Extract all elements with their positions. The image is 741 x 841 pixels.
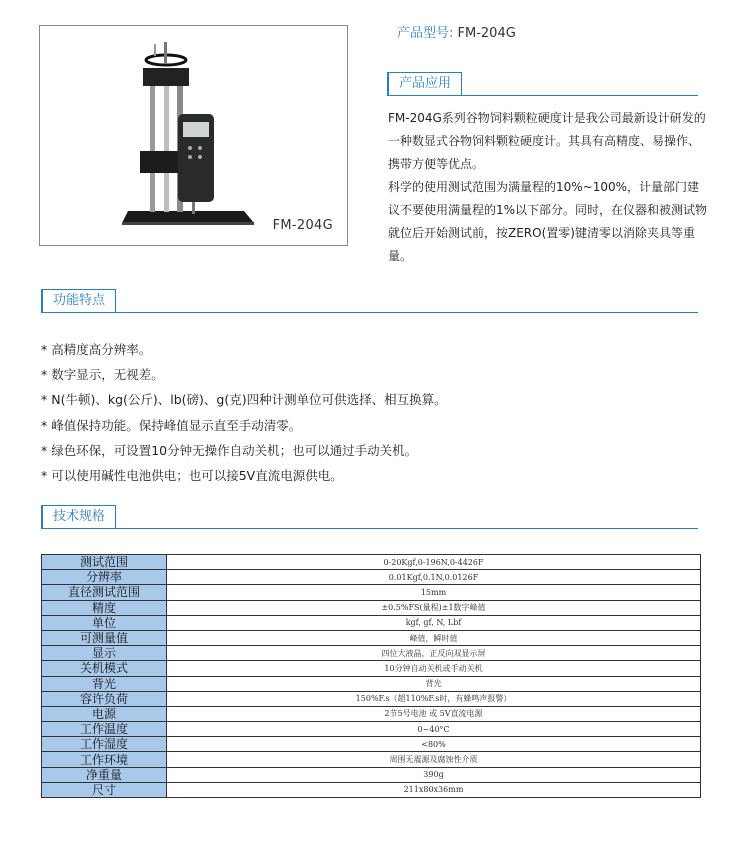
feature-item: * 高精度高分辨率。	[41, 342, 152, 357]
spec-table	[41, 554, 701, 798]
spec-value: 周围无震源及腐蚀性介质	[167, 752, 701, 767]
table-row	[42, 646, 701, 661]
spec-key: 精度	[42, 600, 167, 615]
spec-value: 15mm	[167, 585, 701, 600]
spec-value: 211x80x36mm	[167, 782, 701, 797]
section-title: 功能特点	[41, 289, 116, 312]
spec-value: 峰值，瞬时值	[167, 630, 701, 645]
table-row	[42, 600, 701, 615]
section-header-specs	[41, 505, 698, 529]
description-paragraph: 科学的使用测试范围为满量程的10%~100%，计量部门建议不要使用满量程的1%以下部分。同时，在仪器和被测试物就位后开始测试前，按ZERO(置零)键清零以消除夹具等重量。	[388, 180, 708, 263]
table-row	[42, 767, 701, 782]
section-header-features	[41, 289, 698, 313]
table-row	[42, 676, 701, 691]
hardness-tester-illustration	[40, 26, 347, 245]
spec-key: 单位	[42, 615, 167, 630]
image-caption: FM-204G	[272, 218, 333, 233]
spec-key: 背光	[42, 676, 167, 691]
product-image	[39, 25, 348, 246]
table-row	[42, 570, 701, 585]
spec-key: 直径测试范围	[42, 585, 167, 600]
spec-value: 四位大液晶，正反向双显示屏	[167, 646, 701, 661]
spec-key: 工作环境	[42, 752, 167, 767]
spec-key: 可测量值	[42, 630, 167, 645]
spec-value: <80%	[167, 737, 701, 752]
model-line	[397, 22, 516, 41]
table-row	[42, 722, 701, 737]
table-row	[42, 630, 701, 645]
section-title: 产品应用	[387, 72, 462, 95]
spec-value: 0.01Kgf,0.1N,0.0126F	[167, 570, 701, 585]
feature-item: * 可以使用碱性电池供电；也可以接5V直流电源供电。	[41, 468, 343, 484]
spec-value: 背光	[167, 676, 701, 691]
description-paragraph: FM-204G系列谷物饲料颗粒硬度计是我公司最新设计研发的一种数显式谷物饲料颗粒硬度计。其具有高精度、易操作、携带方便等优点。	[388, 111, 706, 171]
spec-value: 0-20Kgf,0-196N,0-4426F	[167, 555, 701, 570]
table-row	[42, 782, 701, 797]
section-title: 技术规格	[41, 505, 116, 528]
spec-value: 0~40°C	[167, 722, 701, 737]
spec-value: 390g	[167, 767, 701, 782]
spec-key: 显示	[42, 646, 167, 661]
section-divider	[41, 312, 698, 313]
spec-key: 工作温度	[42, 722, 167, 737]
section-header-application	[387, 72, 698, 96]
spec-key: 分辨率	[42, 570, 167, 585]
spec-key: 关机模式	[42, 661, 167, 676]
section-divider	[41, 528, 698, 529]
spec-value: 2节5号电池 或 5V直流电源	[167, 706, 701, 721]
model-value: FM-204G	[457, 26, 516, 41]
spec-key: 净重量	[42, 767, 167, 782]
spec-value: 10分钟自动关机或手动关机	[167, 661, 701, 676]
spec-value: kgf, gf, N, Lbf	[167, 615, 701, 630]
spec-key: 测试范围	[42, 555, 167, 570]
table-row	[42, 691, 701, 706]
table-row	[42, 752, 701, 767]
table-row	[42, 555, 701, 570]
table-row	[42, 737, 701, 752]
spec-value: ±0.5%FS(量程)±1数字峰值	[167, 600, 701, 615]
feature-list	[41, 337, 447, 488]
feature-item: * 峰值保持功能。保持峰值显示直至手动清零。	[41, 417, 302, 433]
feature-item: * N(牛顿)、kg(公斤)、lb(磅)、g(克)四种计测单位可供选择、相互换算。	[41, 392, 447, 408]
product-description	[388, 107, 708, 268]
table-row	[42, 585, 701, 600]
model-label: 产品型号:	[397, 26, 454, 41]
feature-item: * 绿色环保，可设置10分钟无操作自动关机；也可以通过手动关机。	[41, 442, 418, 458]
table-row	[42, 661, 701, 676]
feature-item: * 数字显示，无视差。	[41, 367, 164, 383]
section-divider	[387, 95, 698, 96]
spec-key: 电源	[42, 706, 167, 721]
spec-key: 工作湿度	[42, 737, 167, 752]
spec-key: 尺寸	[42, 782, 167, 797]
spec-value: 150%F.s（超110%F.s时，有蜂鸣声报警）	[167, 691, 701, 706]
table-row	[42, 615, 701, 630]
table-row	[42, 706, 701, 721]
spec-key: 容许负荷	[42, 691, 167, 706]
